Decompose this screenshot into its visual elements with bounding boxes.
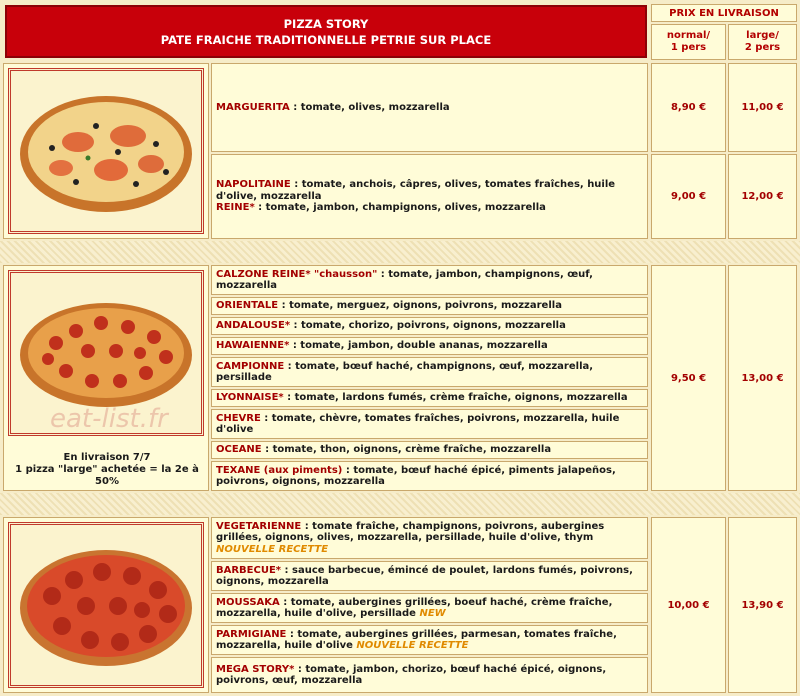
watermark-text: eat-list.fr: [50, 404, 168, 434]
menu-subtitle: PATE FRAICHE TRADITIONNELLE PETRIE SUR PLACE: [160, 32, 492, 47]
normal-size-header: normal/ 1 pers: [651, 24, 726, 60]
large-size-header: large/ 2 pers: [728, 24, 797, 60]
section-divider: [0, 493, 800, 515]
price-group2-normal: 9,50 €: [651, 265, 726, 491]
pizza-row-moussaka: MOUSSAKA : tomate, aubergines grillées, boeuf haché, crème fraîche, mozzarella, huile d'olive, persillade NEW: [211, 593, 648, 623]
new-tag: NEW: [419, 608, 446, 619]
pizza-row-texane: TEXANE (aux piments) : tomate, bœuf haché épicé, piments jalapeños, poivrons, oignons, mozzarella: [211, 461, 648, 491]
pizza-row-vegetarienne: VEGETARIENNE : tomate fraîche, champignons, poivrons, aubergines grillées, oignons, olives, mozzarella, persillade, huile d'olive, thym NOUVELLE RECETTE: [211, 517, 648, 559]
price-group3-normal: 10,00 €: [651, 517, 726, 693]
pizza-row-hawaienne: HAWAIENNE* : tomate, jambon, double ananas, mozzarella: [211, 337, 648, 355]
menu-title: PIZZA STORY: [283, 16, 369, 31]
price-napolitaine-large: 12,00 €: [728, 154, 797, 239]
price-group3-large: 13,90 €: [728, 517, 797, 693]
pizza-row-oceane: OCEANE : tomate, thon, oignons, crème fraîche, mozzarella: [211, 441, 648, 459]
group3-image-frame: [8, 522, 204, 688]
group2-image-cell: [3, 265, 209, 491]
price-margherita-large: 11,00 €: [728, 63, 797, 152]
group1-image-cell: [3, 63, 209, 239]
pizza-row-mega-story: MEGA STORY* : tomate, jambon, chorizo, bœuf haché épicé, oignons, poivrons, œuf, mozzarella: [211, 657, 648, 693]
pizza-row-napolitaine-reine: NAPOLITAINE : tomate, anchois, câpres, olives, tomates fraîches, huile d'olive, mozzarella REINE* : tomate, jambon, champignons, olives, mozzarella: [211, 154, 648, 239]
pizza-row-barbecue: BARBECUE* : sauce barbecue, émincé de poulet, lardons fumés, poivrons, oignons, mozzarella: [211, 561, 648, 591]
group1-image-frame: [8, 68, 204, 234]
pizza-margherita-image: [16, 86, 196, 216]
group3-image-cell: [3, 517, 209, 693]
pizza-row-parmigiane: PARMIGIANE : tomate, aubergines grillées, parmesan, tomates fraîche, mozzarella, huile d'olive NOUVELLE RECETTE: [211, 625, 648, 655]
delivery-price-header: PRIX EN LIVRAISON: [651, 4, 797, 22]
pizza-pepperoni-image: [16, 293, 196, 413]
new-recipe-tag: NOUVELLE RECETTE: [356, 640, 469, 651]
delivery-promo: En livraison 7/7 1 pizza "large" achetée = la 2e à 50%: [15, 452, 199, 487]
section-divider: [0, 241, 800, 263]
pizza-row-margherita: MARGUERITA : tomate, olives, mozzarella: [211, 63, 648, 152]
pizza-row-campionne: CAMPIONNE : tomate, bœuf haché, champignons, œuf, mozzarella, persillade: [211, 357, 648, 387]
price-napolitaine-normal: 9,00 €: [651, 154, 726, 239]
pizza-row-chevre: CHEVRE : tomate, chèvre, tomates fraîches, poivrons, mozzarella, huile d'olive: [211, 409, 648, 439]
pizza-row-orientale: ORIENTALE : tomate, merguez, oignons, poivrons, mozzarella: [211, 297, 648, 315]
price-margherita-normal: 8,90 €: [651, 63, 726, 152]
pizza-row-andalouse: ANDALOUSE* : tomate, chorizo, poivrons, oignons, mozzarella: [211, 317, 648, 335]
menu-header: [5, 5, 647, 58]
new-recipe-tag: NOUVELLE RECETTE: [216, 543, 329, 555]
price-group2-large: 13,00 €: [728, 265, 797, 491]
pizza-row-lyonnaise: LYONNAISE* : tomate, lardons fumés, crème fraîche, oignons, mozzarella: [211, 389, 648, 407]
pizza-row-calzone: CALZONE REINE* "chausson" : tomate, jambon, champignons, œuf, mozzarella: [211, 265, 648, 295]
pizza-salami-image: [16, 540, 196, 670]
